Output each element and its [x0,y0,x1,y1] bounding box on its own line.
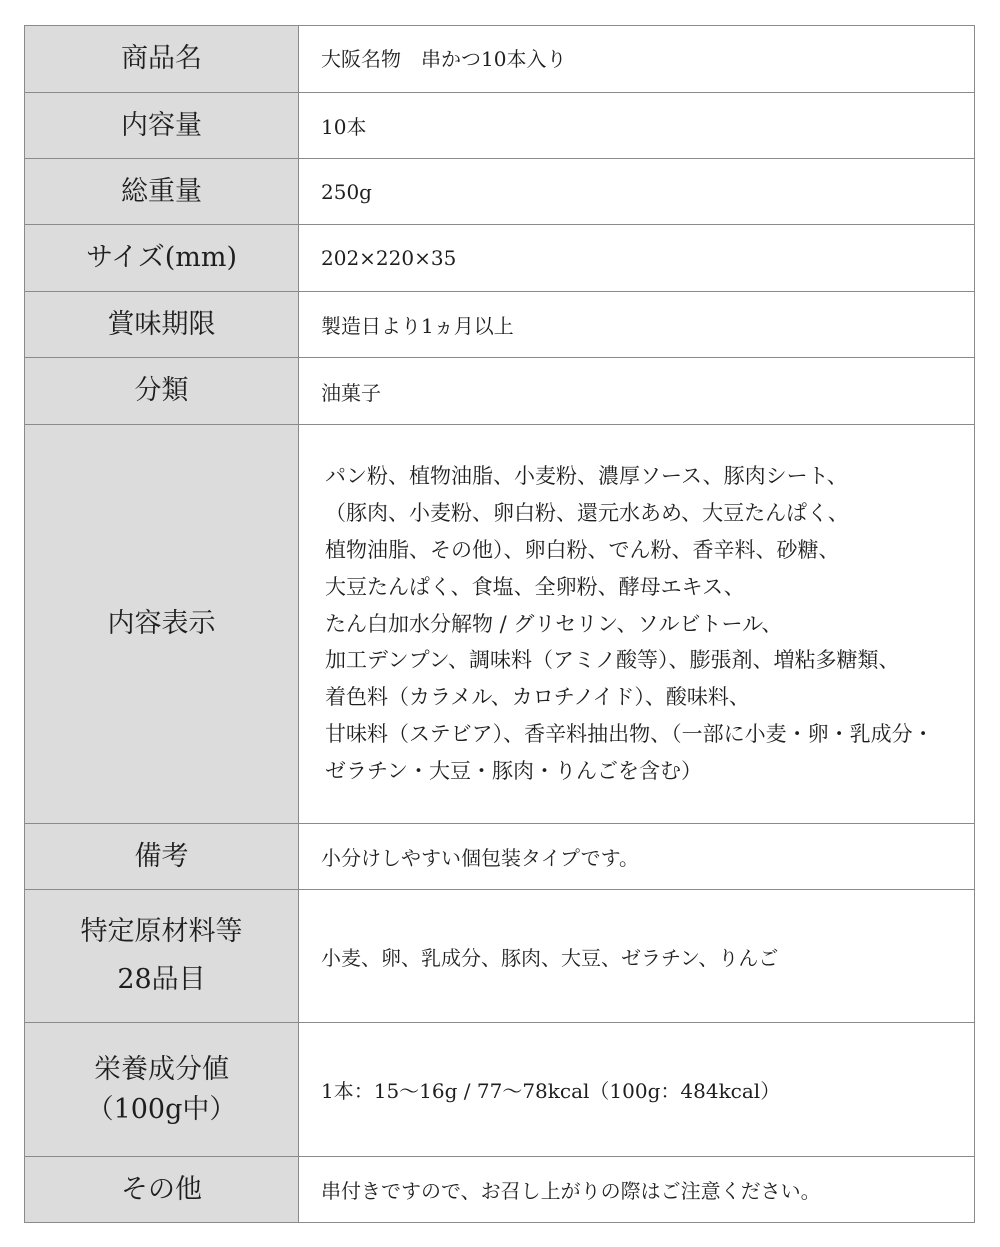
label-nutrition [25,1023,299,1157]
label-text: その他 [121,1173,202,1205]
label-contents [25,93,299,159]
label-category [25,358,299,425]
label-text: 商品名 [121,43,202,74]
label-size [25,225,299,292]
label-text: 栄養成分値 [94,1053,229,1085]
table-row-category [25,358,975,425]
ingredient-line: ゼラチン・大豆・豚肉・りんごを含む） [325,758,702,783]
value-contents: 10本 [299,93,975,159]
label-other [25,1157,299,1223]
label-text: 内容表示 [107,608,216,639]
ingredient-line: 甘味料（ステビア）、香辛料抽出物、（一部に小麦・卵・乳成分・ [325,721,934,746]
value-best-before: 製造日より1ヵ月以上 [299,292,975,358]
table-row-total-weight [25,159,975,225]
table-row-other [25,1157,975,1223]
value-allergens: 小麦、卵、乳成分、豚肉、大豆、ゼラチン、りんご [299,890,975,1023]
value-total-weight: 250g [299,159,975,225]
label-text: 総重量 [121,175,202,207]
value-ingredients [299,425,975,824]
table-row-best-before [25,292,975,358]
ingredient-line: 加工デンプン、調味料（アミノ酸等）、膨張剤、増粘多糖類、 [325,648,900,673]
table-row-product-name [25,26,975,93]
label-text: （100g中） [86,1093,237,1125]
label-text: サイズ(mm) [85,242,238,273]
value-category: 油菓子 [299,358,975,425]
label-ingredients [25,425,299,824]
label-product-name [25,26,299,93]
table-row-contents [25,93,975,159]
table-row-notes [25,824,975,890]
label-text: 28品目 [117,964,206,995]
table-row-allergens [25,890,975,1023]
label-total-weight [25,159,299,225]
product-spec-table [24,25,975,1223]
ingredient-line: 大豆たんぱく、食塩、全卵粉、酵母エキス、 [325,574,745,599]
value-nutrition: 1本：15～16g / 77～78kcal（100g：484kcal） [299,1023,975,1157]
label-text: 賞味期限 [107,308,216,340]
label-text: 特定原材料等 [80,916,243,947]
ingredient-line: 着色料（カラメル、カロチノイド）、酸味料、 [325,685,750,710]
ingredient-line: たん白加水分解物 / グリセリン、ソルビトール、 [325,611,783,636]
label-text: 内容量 [121,109,202,141]
table-row-ingredients [25,425,975,824]
label-notes [25,824,299,890]
label-text: 備考 [134,840,189,872]
value-size: 202×220×35 [299,225,975,292]
value-notes: 小分けしやすい個包装タイプです。 [299,824,975,890]
value-other: 串付きですので、お召し上がりの際はご注意ください。 [299,1157,975,1223]
table-row-size [25,225,975,292]
label-text: 分類 [134,375,189,406]
label-best-before [25,292,299,358]
label-allergens [25,890,299,1023]
value-product-name: 大阪名物 串かつ10本入り [299,26,975,93]
ingredient-line: パン粉、植物油脂、小麦粉、濃厚ソース、豚肉シート、 [325,464,848,489]
ingredient-line: 植物油脂、その他）、卵白粉、でん粉、香辛料、砂糖、 [325,538,840,562]
ingredient-line: （豚肉、小麦粉、卵白粉、還元水あめ、大豆たんぱく、 [325,501,849,526]
table-row-nutrition [25,1023,975,1157]
